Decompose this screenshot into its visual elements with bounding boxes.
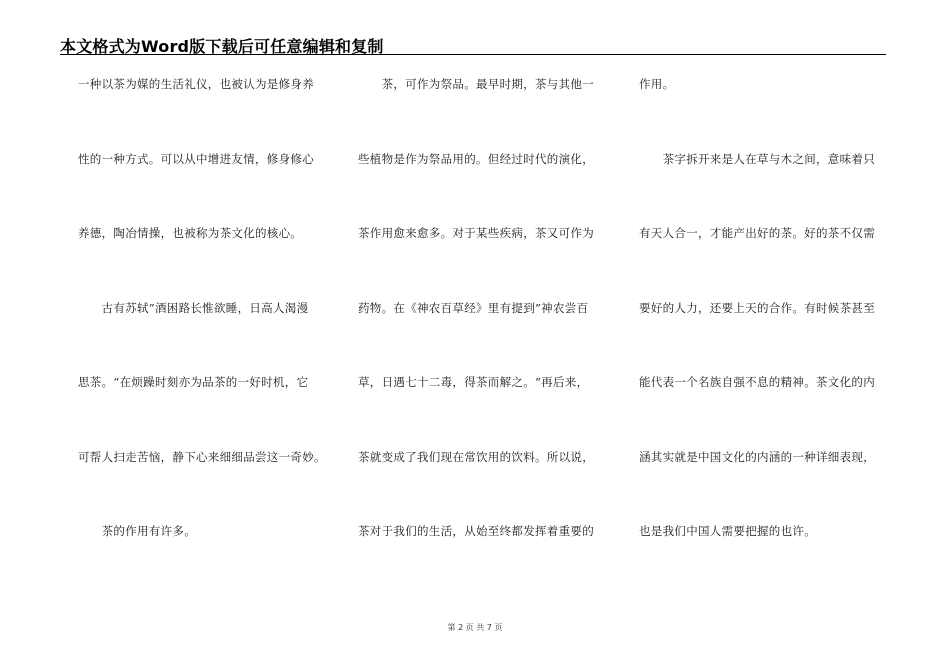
text-line: 药物。在《神农百草经》里有提到”神农尝百 [358, 300, 589, 315]
text-line: 茶，可作为祭品。最早时期，茶与其他一 [358, 77, 594, 91]
text-line: 古有苏轼”酒困路长惟欲睡，日高人渴漫 [78, 300, 309, 315]
text-line: 可帮人扫走苦恼，静下心来细细品尝这一奇妙。 [78, 449, 326, 464]
text-line: 些植物是作为祭品用的。但经过时代的演化， [358, 151, 594, 166]
text-line: 草，日遇七十二毒，得茶而解之。“再后来， [358, 375, 589, 389]
text-line: 茶字拆开来是人在草与木之间，意味着只 [639, 151, 875, 166]
page-number: 第 2 页 共 7 页 [447, 623, 503, 632]
text-line: 能代表一个名族自强不息的精神。茶文化的内 [639, 375, 875, 389]
text-line: 要好的人力，还要上天的合作。有时候茶甚至 [639, 300, 875, 315]
text-line: 也是我们中国人需要把握的也许。 [639, 524, 816, 538]
text-line: 茶就变成了我们现在常饮用的饮料。所以说， [358, 449, 594, 464]
text-column-1 [78, 74, 326, 596]
text-line: 茶对于我们的生活，从始至终都发挥着重要的 [358, 524, 594, 538]
header-divider [60, 54, 886, 55]
text-line: 养德，陶冶情操，也被称为茶文化的核心。 [78, 226, 303, 240]
text-line: 性的一种方式。可以从中增进友情，修身修心 [78, 151, 314, 166]
text-line: 涵其实就是中国文化的内涵的一种详细表现， [639, 449, 875, 464]
text-line: 思茶。“在烦躁时刻亦为品茶的一好时机，它 [78, 375, 309, 389]
document-header-title: 本文格式为Word版下载后可任意编辑和复制 [60, 37, 384, 56]
text-line: 茶作用愈来愈多。对于某些疾病，茶又可作为 [358, 226, 594, 240]
text-line: 茶的作用有许多。 [78, 524, 196, 538]
text-column-2 [358, 74, 603, 596]
text-line: 有天人合一，才能产出好的茶。好的茶不仅需 [639, 226, 875, 240]
text-line: 一种以茶为媒的生活礼仪，也被认为是修身养 [78, 77, 314, 91]
text-column-3 [639, 74, 884, 596]
text-line: 作用。 [639, 77, 675, 91]
